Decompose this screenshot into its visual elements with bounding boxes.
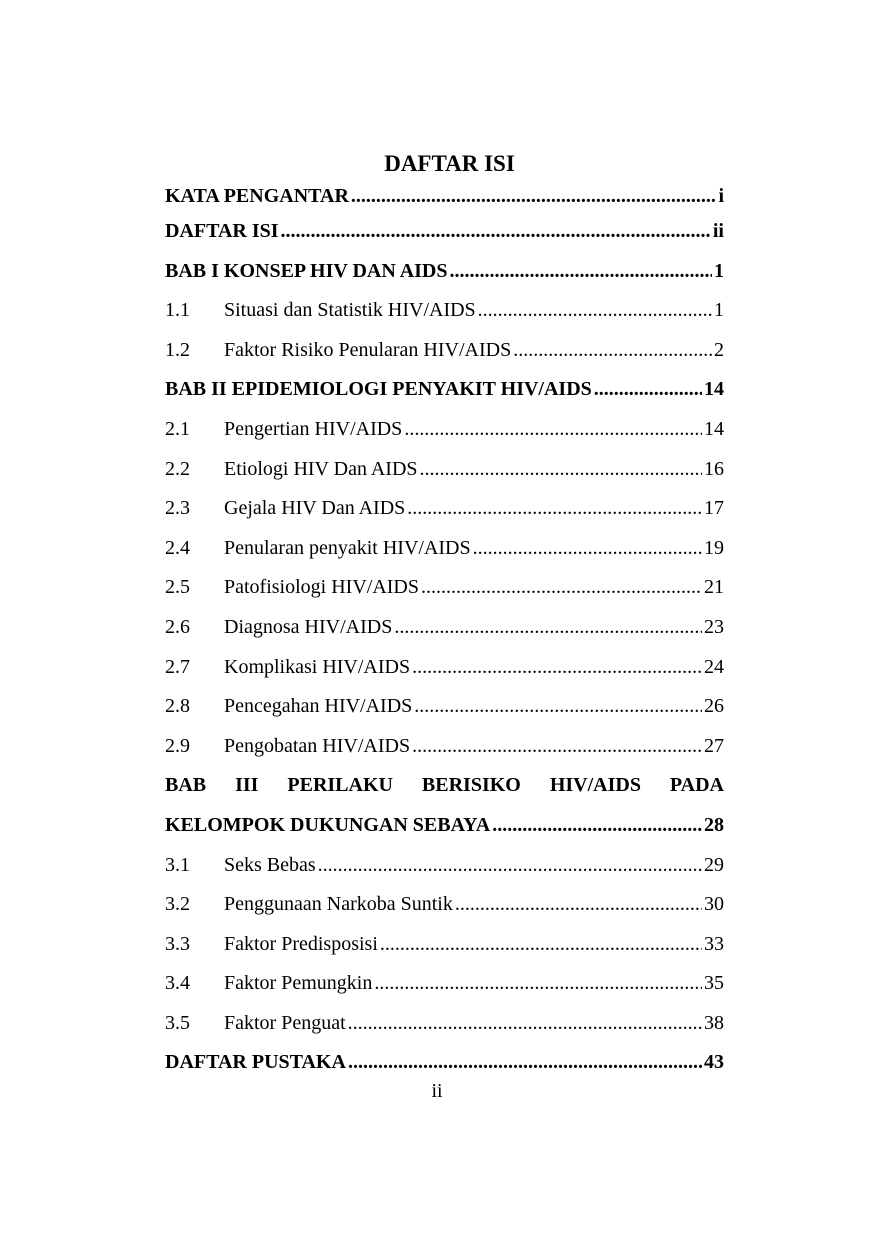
dot-leader bbox=[281, 212, 711, 252]
toc-entry-bab3-line2 bbox=[165, 806, 724, 846]
toc-entry-label: Pengertian HIV/AIDS bbox=[224, 417, 403, 440]
toc-list bbox=[165, 180, 724, 766]
dot-leader bbox=[394, 608, 702, 648]
toc-entry-number: 3.4 bbox=[165, 972, 190, 995]
toc-entry-number: 3.2 bbox=[165, 893, 190, 916]
toc-page bbox=[165, 148, 724, 1083]
toc-entry-page: 26 bbox=[704, 695, 724, 718]
toc-entry-page: 17 bbox=[704, 497, 724, 520]
toc-entry[interactable] bbox=[165, 687, 724, 727]
toc-entry-page: 30 bbox=[704, 893, 724, 916]
toc-entry-page: 43 bbox=[704, 1051, 724, 1074]
toc-entry-page: 14 bbox=[704, 417, 724, 440]
dot-leader bbox=[348, 1004, 702, 1044]
toc-entry-label: DAFTAR ISI bbox=[165, 220, 279, 242]
toc-entry-page: 14 bbox=[704, 378, 724, 401]
toc-entry-number: 2.3 bbox=[165, 497, 190, 520]
dot-leader bbox=[404, 410, 702, 450]
dot-leader bbox=[414, 687, 702, 727]
dot-leader bbox=[421, 568, 702, 608]
toc-entry[interactable] bbox=[165, 727, 724, 767]
toc-entry-label: Faktor Penguat bbox=[224, 1011, 346, 1034]
toc-entry-label: KELOMPOK DUKUNGAN SEBAYA bbox=[165, 813, 491, 836]
toc-entry-number: 2.5 bbox=[165, 576, 190, 599]
dot-leader bbox=[449, 252, 712, 292]
bab3-word: PERILAKU bbox=[287, 774, 393, 797]
dot-leader bbox=[351, 180, 717, 212]
toc-entry[interactable] bbox=[165, 925, 724, 965]
toc-entry[interactable] bbox=[165, 885, 724, 925]
toc-entry-label: Penggunaan Narkoba Suntik bbox=[224, 893, 453, 916]
toc-entry-label: Komplikasi HIV/AIDS bbox=[224, 655, 411, 678]
toc-entry-number: 2.9 bbox=[165, 734, 190, 757]
dot-leader bbox=[412, 648, 702, 688]
toc-entry[interactable] bbox=[165, 331, 724, 371]
toc-entry-page: 2 bbox=[714, 338, 724, 361]
toc-entry-page: ii bbox=[712, 220, 724, 242]
toc-entry-page: 1 bbox=[714, 259, 724, 282]
dot-leader bbox=[455, 885, 702, 925]
dot-leader bbox=[420, 450, 702, 490]
toc-entry[interactable] bbox=[165, 291, 724, 331]
toc-entry[interactable] bbox=[165, 568, 724, 608]
page-number: ii bbox=[431, 1080, 443, 1102]
toc-entry-number: 1.1 bbox=[165, 299, 190, 322]
toc-entry-page: 23 bbox=[704, 615, 724, 638]
toc-entry[interactable] bbox=[165, 252, 724, 292]
toc-entry-label: BAB II EPIDEMIOLOGI PENYAKIT HIV/AIDS bbox=[165, 378, 592, 401]
toc-entry-page: 27 bbox=[704, 734, 724, 757]
toc-entry-number: 3.1 bbox=[165, 853, 190, 876]
dot-leader bbox=[374, 964, 702, 1004]
toc-entry-label: Diagnosa HIV/AIDS bbox=[224, 615, 393, 638]
toc-entry-label: Etiologi HIV Dan AIDS bbox=[224, 457, 418, 480]
toc-entry-page: 29 bbox=[704, 853, 724, 876]
toc-entry-number: 3.3 bbox=[165, 932, 190, 955]
bab3-word: III bbox=[235, 774, 259, 797]
toc-entry-number: 2.2 bbox=[165, 457, 190, 480]
toc-entry[interactable] bbox=[165, 608, 724, 648]
toc-entry-number: 2.4 bbox=[165, 536, 190, 559]
toc-entry-page: i bbox=[718, 185, 724, 207]
bab3-word: PADA bbox=[669, 774, 724, 797]
toc-entry-number: 1.2 bbox=[165, 338, 190, 361]
toc-entry-label: Seks Bebas bbox=[224, 853, 316, 876]
toc-entry-number: 2.1 bbox=[165, 417, 190, 440]
toc-entry-page: 16 bbox=[704, 457, 724, 480]
toc-entry-page: 33 bbox=[704, 932, 724, 955]
toc-entry-label: DAFTAR PUSTAKA bbox=[165, 1051, 346, 1074]
toc-entry[interactable] bbox=[165, 846, 724, 886]
toc-entry[interactable] bbox=[165, 180, 724, 212]
bab3-word: HIV/AIDS bbox=[549, 774, 641, 797]
toc-entry-page: 38 bbox=[704, 1011, 724, 1034]
dot-leader bbox=[412, 727, 702, 767]
toc-entry[interactable] bbox=[165, 410, 724, 450]
dot-leader bbox=[594, 370, 702, 410]
toc-entry[interactable] bbox=[165, 964, 724, 1004]
toc-entry-number: 2.8 bbox=[165, 695, 190, 718]
toc-entry[interactable] bbox=[165, 648, 724, 688]
dot-leader bbox=[407, 489, 702, 529]
toc-entry-label: Faktor Pemungkin bbox=[224, 972, 373, 995]
dot-leader bbox=[492, 806, 702, 846]
toc-entry-bab3-line1 bbox=[165, 766, 724, 806]
toc-entry-page: 1 bbox=[714, 299, 724, 322]
toc-entry-label: Situasi dan Statistik HIV/AIDS bbox=[224, 299, 476, 322]
toc-entry-number: 2.6 bbox=[165, 615, 190, 638]
toc-entry[interactable] bbox=[165, 450, 724, 490]
toc-entry-label: Faktor Predisposisi bbox=[224, 932, 378, 955]
toc-entry[interactable] bbox=[165, 529, 724, 569]
toc-entry-page: 28 bbox=[704, 813, 724, 836]
page-footer bbox=[0, 1080, 874, 1103]
toc-entry-label: Penularan penyakit HIV/AIDS bbox=[224, 536, 471, 559]
toc-entry-number: 2.7 bbox=[165, 655, 190, 678]
toc-entry-label: BAB I KONSEP HIV DAN AIDS bbox=[165, 259, 448, 282]
dot-leader bbox=[513, 331, 712, 371]
toc-entry-label: Faktor Risiko Penularan HIV/AIDS bbox=[224, 338, 512, 361]
toc-entry-number: 3.5 bbox=[165, 1011, 190, 1034]
dot-leader bbox=[478, 291, 712, 331]
toc-entry[interactable] bbox=[165, 489, 724, 529]
toc-entry-label: Patofisiologi HIV/AIDS bbox=[224, 576, 419, 599]
toc-entry[interactable] bbox=[165, 212, 724, 252]
toc-entry-page: 19 bbox=[704, 536, 724, 559]
bab3-word: BERISIKO bbox=[421, 774, 521, 797]
toc-entry-label: KATA PENGANTAR bbox=[165, 185, 349, 207]
dot-leader bbox=[348, 1043, 702, 1083]
dot-leader bbox=[318, 846, 702, 886]
toc-entry-label: Gejala HIV Dan AIDS bbox=[224, 497, 406, 520]
toc-entry[interactable] bbox=[165, 1004, 724, 1044]
toc-entry[interactable] bbox=[165, 1043, 724, 1083]
toc-entry-page: 24 bbox=[704, 655, 724, 678]
toc-entry-label: Pencegahan HIV/AIDS bbox=[224, 695, 413, 718]
page-title: DAFTAR ISI bbox=[384, 151, 515, 176]
dot-leader bbox=[380, 925, 702, 965]
toc-entry-label: Pengobatan HIV/AIDS bbox=[224, 734, 411, 757]
dot-leader bbox=[473, 529, 702, 569]
toc-entry-page: 21 bbox=[704, 576, 724, 599]
toc-entry[interactable] bbox=[165, 370, 724, 410]
bab3-word: BAB bbox=[165, 774, 207, 797]
toc-entry-page: 35 bbox=[704, 972, 724, 995]
toc-list bbox=[165, 846, 724, 1084]
